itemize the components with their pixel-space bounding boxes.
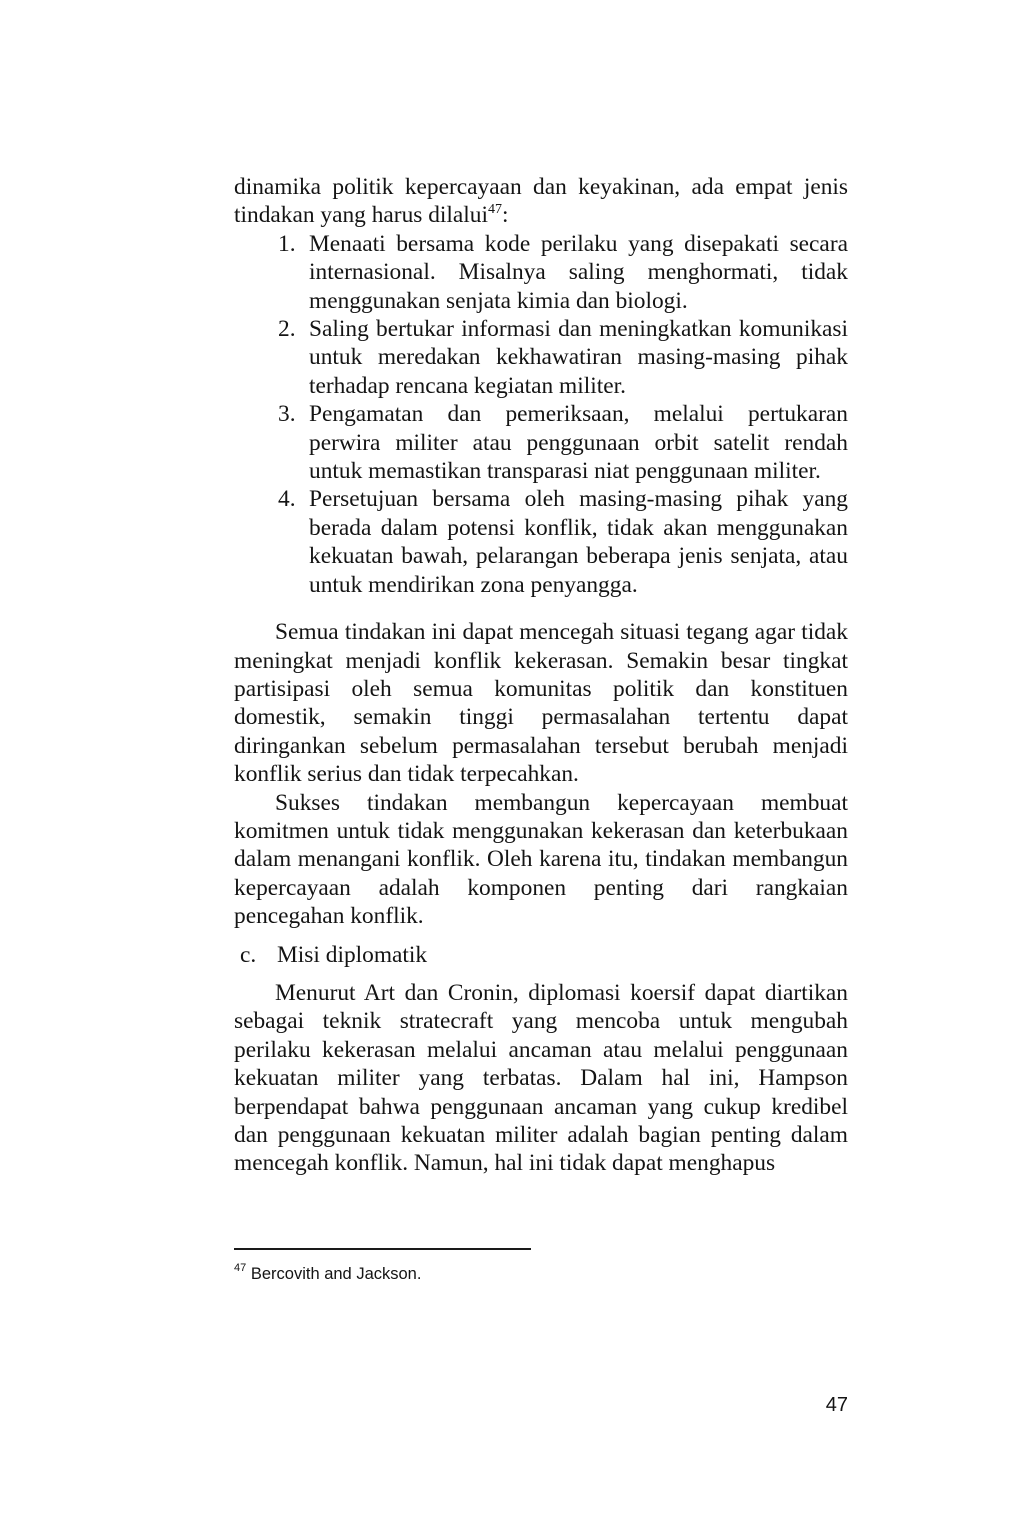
list-item-number: 3. xyxy=(278,401,296,428)
subheading-letter: c. xyxy=(240,941,257,968)
footnote-divider xyxy=(234,1248,531,1250)
footnote-reference: 47 xyxy=(488,201,502,217)
footnote-number: 47 xyxy=(234,1261,247,1274)
paragraph: Semua tindakan ini dapat mencegah situasi tegang agar tidak meningkat menjadi konflik kekerasan. Semakin besar tingkat partisipasi oleh semua komunitas politik dan konstituen domestik, semakin tinggi permasalahan tertentu dapat diringankan sebelum permasalahan tersebut berubah menjadi konflik serius dan tidak terpecahkan. xyxy=(234,619,848,788)
list-item-text: Pengamatan dan pemeriksaan, melalui pertukaran perwira militer atau penggunaan orbit satelit rendah untuk memastikan transparasi niat penggunaan militer. xyxy=(309,401,848,485)
footnote xyxy=(234,1263,421,1285)
list-item xyxy=(234,400,848,485)
list-item-text: Persetujuan bersama oleh masing-masing pihak yang berada dalam potensi konflik, tidak akan menggunakan kekuatan bawah, pelarangan beberapa jenis senjata, atau untuk mendirikan zona penyangga. xyxy=(309,486,848,598)
paragraph: Sukses tindakan membangun kepercayaan membuat komitmen untuk tidak menggunakan kekerasan dan keterbukaan dalam menangani konflik. Oleh karena itu, tindakan membangun kepercayaan adalah komponen penting dari rangkaian pencegahan konflik. xyxy=(234,789,848,930)
page-number: 47 xyxy=(825,1394,848,1416)
intro-text: dinamika politik kepercayaan dan keyakinan, ada empat jenis tindakan yang harus dilalui xyxy=(234,174,848,229)
list-item-number: 1. xyxy=(278,230,296,257)
list-item xyxy=(234,485,848,599)
section-subheading xyxy=(234,941,848,969)
list-item-text: Menaati bersama kode perilaku yang disepakati secara internasional. Misalnya saling menghormati, tidak menggunakan senjata kimia dan biologi. xyxy=(309,230,848,314)
list-item xyxy=(234,315,848,400)
list-item-number: 2. xyxy=(278,316,296,343)
list-item xyxy=(234,230,848,315)
paragraph: Menurut Art dan Cronin, diplomasi koersif dapat diartikan sebagai teknik stratecraft yang mencoba untuk mengubah perilaku kekerasan melalui ancaman atau melalui penggunaan kekuatan militer yang terbatas. Dalam hal ini, Hampson berpendapat bahwa penggunaan ancaman yang cukup kredibel dan penggunaan kekuatan militer adalah bagian penting dalam mencegah konflik. Namun, hal ini tidak dapat menghapus xyxy=(234,979,848,1177)
list-item-number: 4. xyxy=(278,486,296,513)
body-text xyxy=(234,173,848,1178)
subheading-title: Misi diplomatik xyxy=(277,941,428,968)
intro-paragraph xyxy=(234,173,848,230)
intro-suffix: : xyxy=(502,202,509,229)
numbered-list xyxy=(234,230,848,599)
list-item-text: Saling bertukar informasi dan meningkatkan komunikasi untuk meredakan kekhawatiran masing-masing pihak terhadap rencana kegiatan militer. xyxy=(309,316,848,399)
footnote-text: Bercovith and Jackson. xyxy=(250,1265,422,1283)
